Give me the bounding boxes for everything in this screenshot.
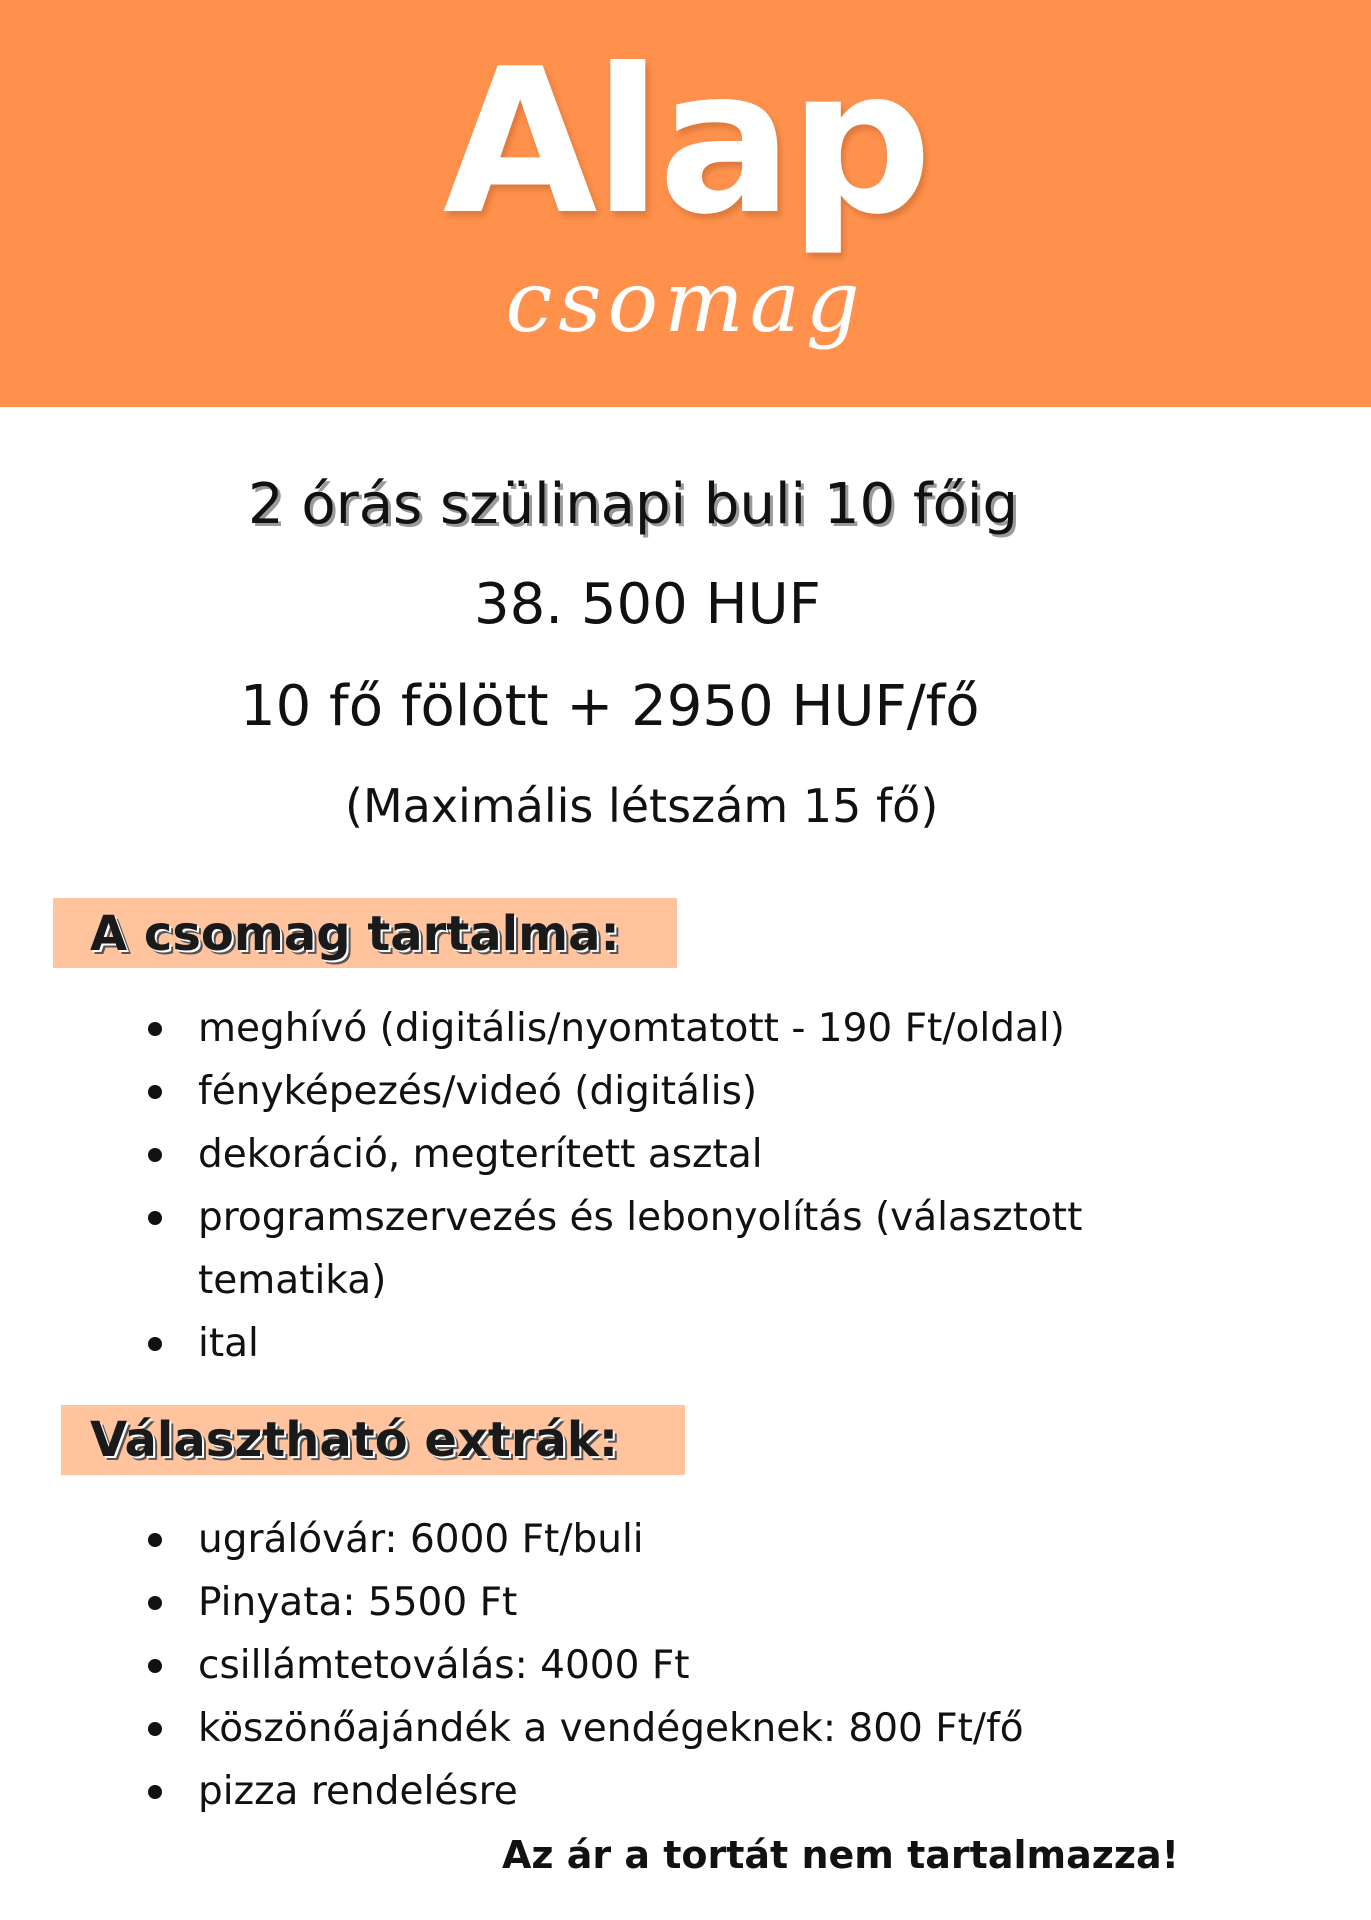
max-capacity-note: (Maximális létszám 15 fő) (345, 779, 939, 833)
header-banner (0, 0, 1371, 407)
party-headline: 2 órás szülinapi buli 10 főig (248, 472, 1018, 537)
list-item: csillámtetoválás: 4000 Ft (148, 1634, 1258, 1697)
list-item: fényképezés/videó (digitális) (148, 1060, 1258, 1123)
list-item: dekoráció, megterített asztal (148, 1123, 1258, 1186)
package-price: 38. 500 HUF (474, 572, 821, 637)
package-subtitle: csomag (505, 253, 866, 351)
list-item: Pinyata: 5500 Ft (148, 1571, 1258, 1634)
extra-person-price: 10 fő fölött + 2950 HUF/fő (240, 674, 980, 739)
list-item: pizza rendelésre (148, 1760, 1258, 1823)
list-item: ugrálóvár: 6000 Ft/buli (148, 1508, 1258, 1571)
list-item: programszervezés és lebonyolítás (választott tematika) (148, 1186, 1258, 1312)
list-item: ital (148, 1312, 1258, 1375)
extras-list (148, 1508, 1258, 1823)
contents-list (148, 997, 1258, 1375)
extras-section-title: Választható extrák: (90, 1412, 619, 1468)
list-item: meghívó (digitális/nyomtatott - 190 Ft/oldal) (148, 997, 1258, 1060)
package-title: Alap (442, 26, 929, 259)
list-item: köszönőajándék a vendégeknek: 800 Ft/fő (148, 1697, 1258, 1760)
cake-not-included-note: Az ár a tortát nem tartalmazza! (502, 1833, 1179, 1877)
contents-section-title: A csomag tartalma: (90, 906, 620, 962)
